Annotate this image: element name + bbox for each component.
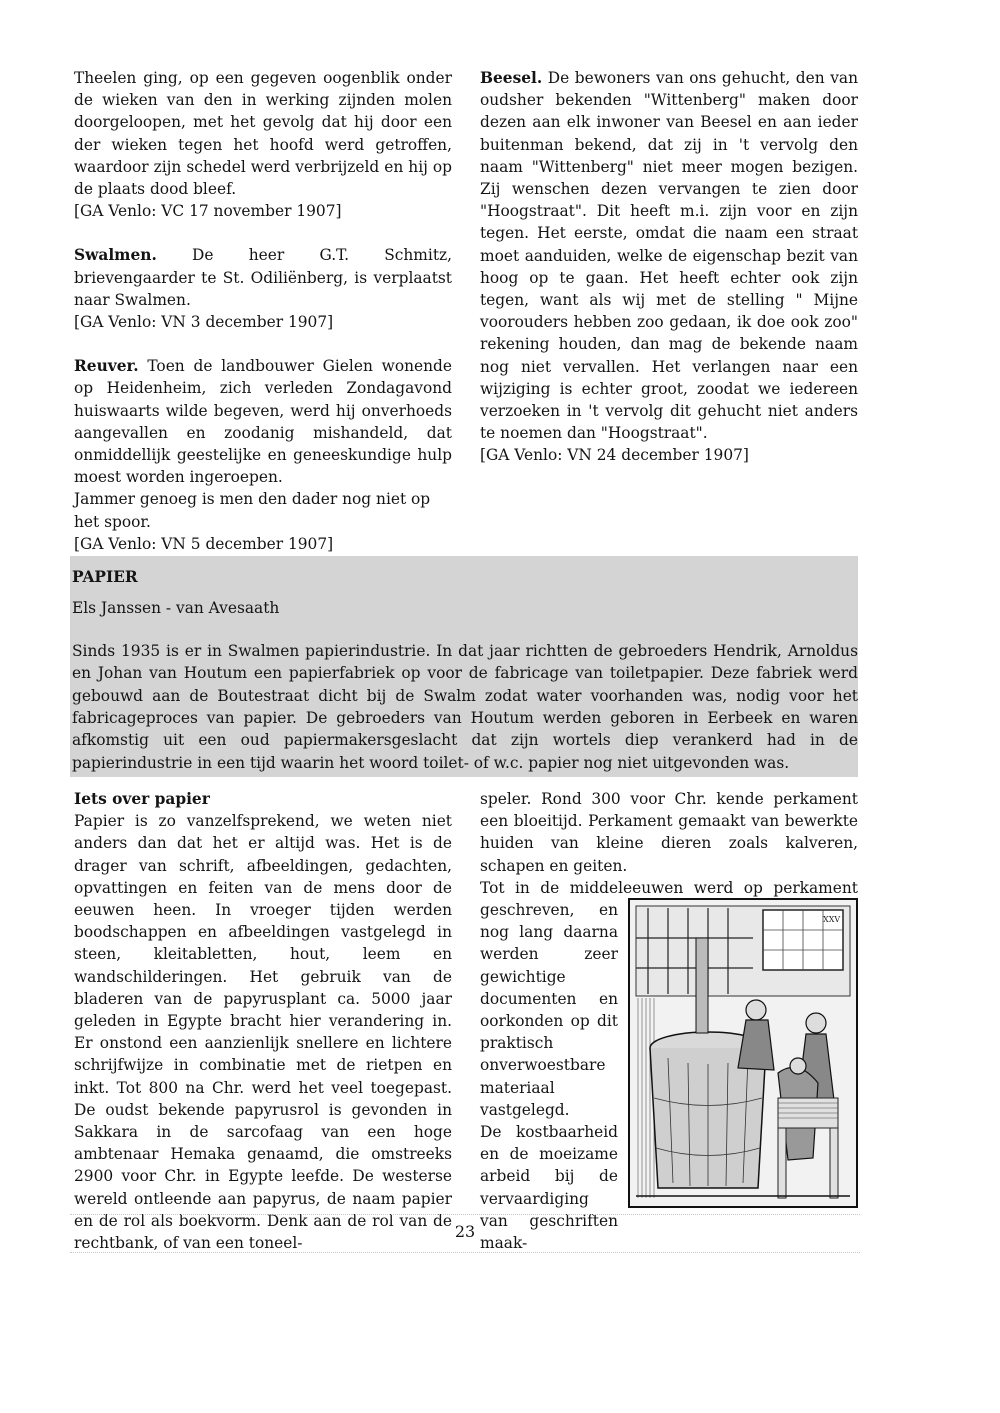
news-text: De heer G.T. Schmitz, brievengaarder te St. Odiliënberg, is verplaatst naar Swalmen. — [74, 246, 452, 309]
article-paragraph: speler. Rond 300 voor Chr. kende perkament een bloeitijd. Perkament gemaakt van bewerkte huiden van kleine dieren zoals kalveren, schapen en geiten. — [480, 790, 858, 875]
place-heading: Reuver. — [74, 357, 139, 376]
news-text: Toen de landbouwer Gielen wonende op Heidenheim, zich verleden Zondagavond huiswaarts wilde begeven, werd hij onverhoeds aangevallen en zoodanig mishandeld, dat onmiddellijk geestelijke en geneeskundige hulp moest worden ingeroepen. — [74, 357, 452, 487]
page-number: 23 — [454, 1222, 476, 1241]
source-citation: [GA Venlo: VN 24 december 1907] — [480, 446, 749, 465]
article-paragraph-lead: Tot in de middeleeuwen werd op perkament — [480, 878, 858, 897]
left-column — [74, 67, 452, 555]
source-citation: [GA Venlo: VN 3 december 1907] — [74, 313, 334, 332]
place-heading: Swalmen. — [74, 246, 157, 265]
divider — [70, 1214, 860, 1215]
article-paragraph-wrap: geschreven, en nog lang daarna werden zeer gewichtige documenten en oorkonden op dit praktisch onverwoestbare materiaal vastgelegd. — [480, 901, 618, 1119]
news-paragraph — [74, 355, 452, 488]
source-citation: [GA Venlo: VN 5 december 1907] — [74, 534, 334, 553]
papermaker-woodcut-image — [628, 898, 858, 1208]
article-title: PAPIER — [72, 568, 138, 586]
svg-text:XXV: XXV — [823, 915, 841, 924]
right-column — [480, 67, 858, 467]
news-text: De bewoners van ons gehucht, den van oudsher bekenden "Wittenberg" maken door dezen aan elk inwoner van Beesel en aan ieder buitenman bekend, dat zij in 't vervolg den naam "Wittenberg" niet meer mogen bezigen. Zij wenschen dezen vervangen te zien door "Hoogstraat". Dit heeft m.i. zijn voor en zijn tegen. Het eerste, omdat die naam een straat moet aanduiden, welke de eigenschap bezit van hoog op te gaan. Het heeft echter ook zijn tegen, want als wij met de stelling " Mijne voorouders hebben zoo gedaan, ik doe ook zoo" rekening houden, dan mag de bekende naam nog niet vervallen. Het verlangen naar een wijziging is echter groot, zoodat we iedereen verzoeken in 't vervolg dit gehucht niet anders te noemen dan "Hoogstraat". — [480, 69, 858, 443]
article-subheading: Iets over papier — [74, 790, 210, 808]
news-paragraph — [480, 67, 858, 444]
source-citation: [GA Venlo: VC 17 november 1907] — [74, 202, 342, 221]
place-heading: Beesel. — [480, 69, 543, 87]
divider — [70, 1252, 860, 1253]
article-left-column — [74, 788, 452, 1254]
article-paragraph: Papier is zo vanzelfsprekend, we weten niet anders dan dat het er altijd was. Het is de drager van schrift, afbeeldingen, gedachten, opvattingen en feiten van de mens door de eeuwen heen. In vroeger tijden werden boodschappen en afbeeldingen vastgelegd in steen, kleitabletten, hout, leem en wandschilderingen. Het gebruik van de bladeren van de papyrusplant ca. 5000 jaar geleden in Egypte bracht hier verandering in. Er onstond een aanzienlijk snellere en lichtere schrijfwijze in combinatie met de rietpen en inkt. Tot 800 na Chr. werd het veel toegepast. De oudst bekende papyrusrol is gevonden in Sakkara in de sarcofaag van een hoge ambtenaar Hemaka genaamd, die omstreeks 2900 voor Chr. in Egypte leefde. De westerse wereld ontleende aan papyrus, de naam papier en de rol als boekvorm. Denk aan de rol van de rechtbank, of van een toneel- — [74, 812, 452, 1253]
article-intro-band — [70, 556, 858, 777]
news-paragraph: Jammer genoeg is men den dader nog niet op het spoor. — [74, 490, 431, 531]
article-author: Els Janssen - van Avesaath — [72, 599, 280, 618]
article-paragraph-wrap: De kostbaarheid en de moeizame arbeid bij de vervaardiging van geschriften maak- — [480, 1123, 618, 1253]
news-paragraph — [74, 244, 452, 311]
article-intro: Sinds 1935 is er in Swalmen papierindustrie. In dat jaar richtten de gebroeders Hendrik, Arnoldus en Johan van Houtum een papierfabriek op voor de fabricage van toiletpapier. Deze fabriek werd gebouwd aan de Boutestraat dicht bij de Swalm zodat water voorhanden was, nodig voor het fabricageproces van papier. De gebroeders van Houtum werden geboren in Eerbeek en waren afkomstig uit een oud papiermakersgeslacht dat zijn wortels diep verankerd had in de papierindustrie in een tijd waarin het woord toilet- of w.c. papier nog niet uitgevonden was. — [72, 641, 858, 772]
news-paragraph: Theelen ging, op een gegeven oogenblik onder de wieken van den in werking zijnden molen doorgeloopen, met het gevolg dat hij door een der wieken tegen het hoofd werd getroffen, waardoor zijn schedel werd verbrijzeld en hij op de plaats dood bleef. — [74, 69, 452, 199]
